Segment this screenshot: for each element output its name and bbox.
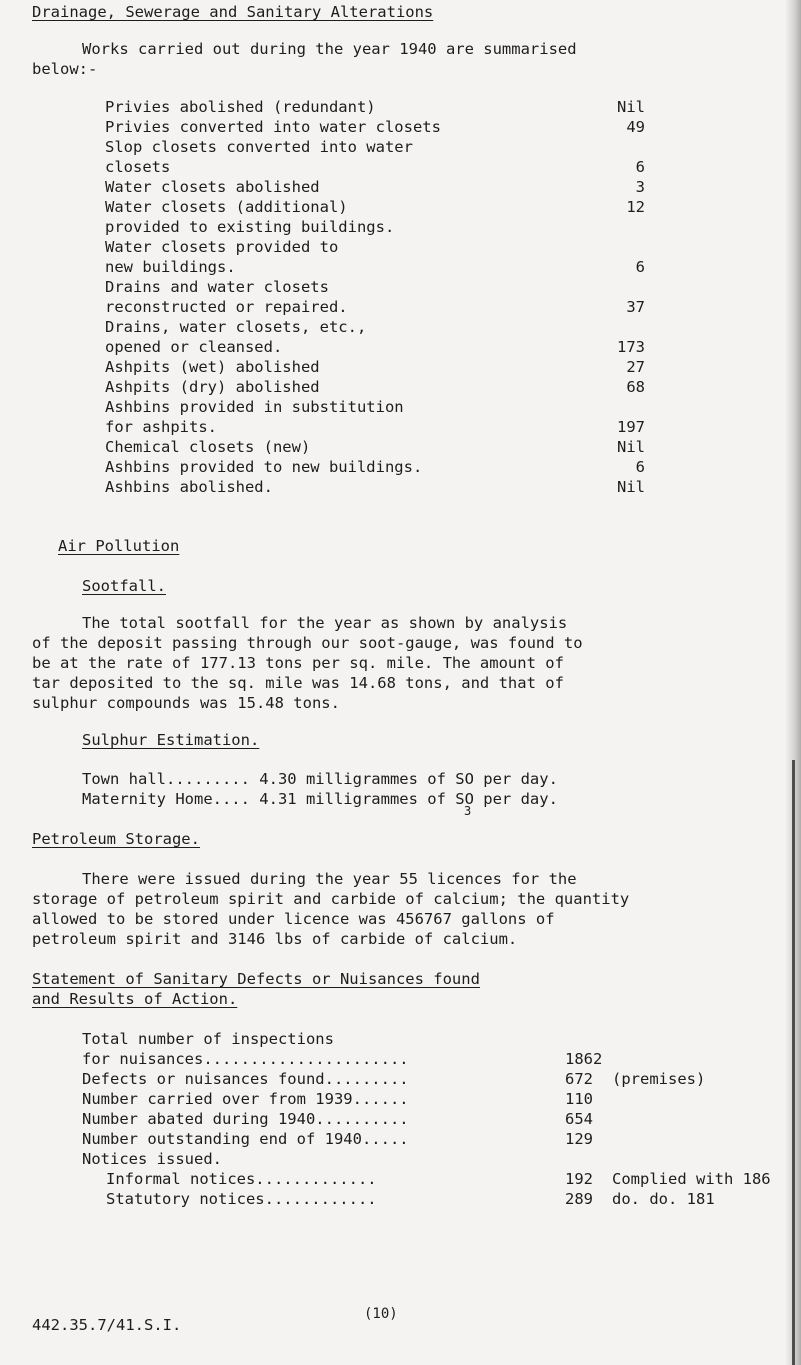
works-value: Nil (617, 438, 645, 456)
defects-value: 1862 (565, 1050, 603, 1068)
sulphur-subscript: 3 (464, 804, 472, 818)
defects-heading-line-2: and Results of Action. (32, 990, 238, 1008)
works-value: 197 (617, 418, 645, 436)
works-value: 3 (635, 178, 645, 196)
works-label: for ashpits. (105, 418, 217, 436)
works-value: 173 (617, 338, 645, 356)
works-value: 6 (635, 258, 645, 276)
notices-note: Complied with 186 (612, 1170, 771, 1188)
works-label: Ashbins provided to new buildings. (105, 458, 423, 476)
works-label: Drains, water closets, etc., (105, 318, 367, 336)
works-value: Nil (617, 478, 645, 496)
intro-line-1: Works carried out during the year 1940 are summarised (82, 40, 577, 58)
works-label: Chemical closets (new) (105, 438, 311, 456)
defects-value: 129 (565, 1130, 593, 1148)
notices-value: 289 (565, 1190, 593, 1208)
works-value: 37 (626, 298, 645, 316)
defects-value: 672 (565, 1070, 593, 1088)
page-heading: Drainage, Sewerage and Sanitary Alterations (32, 3, 434, 21)
notices-value: 192 (565, 1170, 593, 1188)
works-label: Drains and water closets (105, 278, 329, 296)
petroleum-line: allowed to be stored under licence was 456767 gallons of (32, 910, 555, 928)
works-value: 6 (635, 158, 645, 176)
page-number: (10) (364, 1306, 398, 1322)
defects-heading-line-1: Statement of Sanitary Defects or Nuisances found (32, 970, 480, 988)
works-label: Water closets provided to (105, 238, 339, 256)
sulphur-line-town-hall: Town hall......... 4.30 milligrammes of SO per day. (82, 770, 558, 788)
works-value: Nil (617, 98, 645, 116)
works-label: Ashbins abolished. (105, 478, 273, 496)
defects-label: for nuisances...................... (82, 1050, 409, 1068)
binding-edge-line (792, 760, 795, 1365)
works-label: opened or cleansed. (105, 338, 283, 356)
sootfall-line: of the deposit passing through our soot-gauge, was found to (32, 634, 583, 652)
works-label: Water closets (additional) (105, 198, 348, 216)
works-label: reconstructed or repaired. (105, 298, 348, 316)
sootfall-line: be at the rate of 177.13 tons per sq. mile. The amount of (32, 654, 564, 672)
defects-label: Number carried over from 1939...... (82, 1090, 409, 1108)
petroleum-line: petroleum spirit and 3146 lbs of carbide of calcium. (32, 930, 518, 948)
defects-label: Notices issued. (82, 1150, 222, 1168)
petroleum-line: There were issued during the year 55 licences for the (82, 870, 577, 888)
air-pollution-heading: Air Pollution (58, 537, 180, 555)
notices-note: do. do. 181 (612, 1190, 715, 1208)
sootfall-line: sulphur compounds was 15.48 tons. (32, 694, 340, 712)
sulphur-heading: Sulphur Estimation. (82, 731, 260, 749)
works-label: provided to existing buildings. (105, 218, 395, 236)
sootfall-heading: Sootfall. (82, 577, 166, 595)
defects-label: Number abated during 1940.......... (82, 1110, 409, 1128)
petroleum-line: storage of petroleum spirit and carbide of calcium; the quantity (32, 890, 630, 908)
works-value: 12 (626, 198, 645, 216)
notices-label: Informal notices............. (106, 1170, 377, 1188)
works-value: 68 (626, 378, 645, 396)
defects-label: Number outstanding end of 1940..... (82, 1130, 409, 1148)
petroleum-heading: Petroleum Storage. (32, 830, 200, 848)
works-label: Slop closets converted into water (105, 138, 413, 156)
sootfall-line: The total sootfall for the year as shown by analysis (82, 614, 568, 632)
defects-label: Defects or nuisances found......... (82, 1070, 409, 1088)
intro-line-2: below:- (32, 60, 98, 78)
sootfall-line: tar deposited to the sq. mile was 14.68 tons, and that of (32, 674, 564, 692)
defects-note: (premises) (612, 1070, 706, 1088)
works-label: Privies abolished (redundant) (105, 98, 376, 116)
notices-label: Statutory notices............ (106, 1190, 377, 1208)
works-value: 49 (626, 118, 645, 136)
works-label: closets (105, 158, 171, 176)
footer-print-code: 442.35.7/41.S.I. (32, 1316, 182, 1334)
works-value: 6 (635, 458, 645, 476)
defects-label: Total number of inspections (82, 1030, 334, 1048)
defects-value: 110 (565, 1090, 593, 1108)
works-label: Privies converted into water closets (105, 118, 441, 136)
sulphur-line-maternity: Maternity Home.... 4.31 milligrammes of SO per day. (82, 790, 558, 808)
defects-value: 654 (565, 1110, 593, 1128)
works-label: Water closets abolished (105, 178, 320, 196)
works-label: Ashpits (wet) abolished (105, 358, 320, 376)
works-label: new buildings. (105, 258, 236, 276)
works-label: Ashpits (dry) abolished (105, 378, 320, 396)
works-value: 27 (626, 358, 645, 376)
works-label: Ashbins provided in substitution (105, 398, 404, 416)
